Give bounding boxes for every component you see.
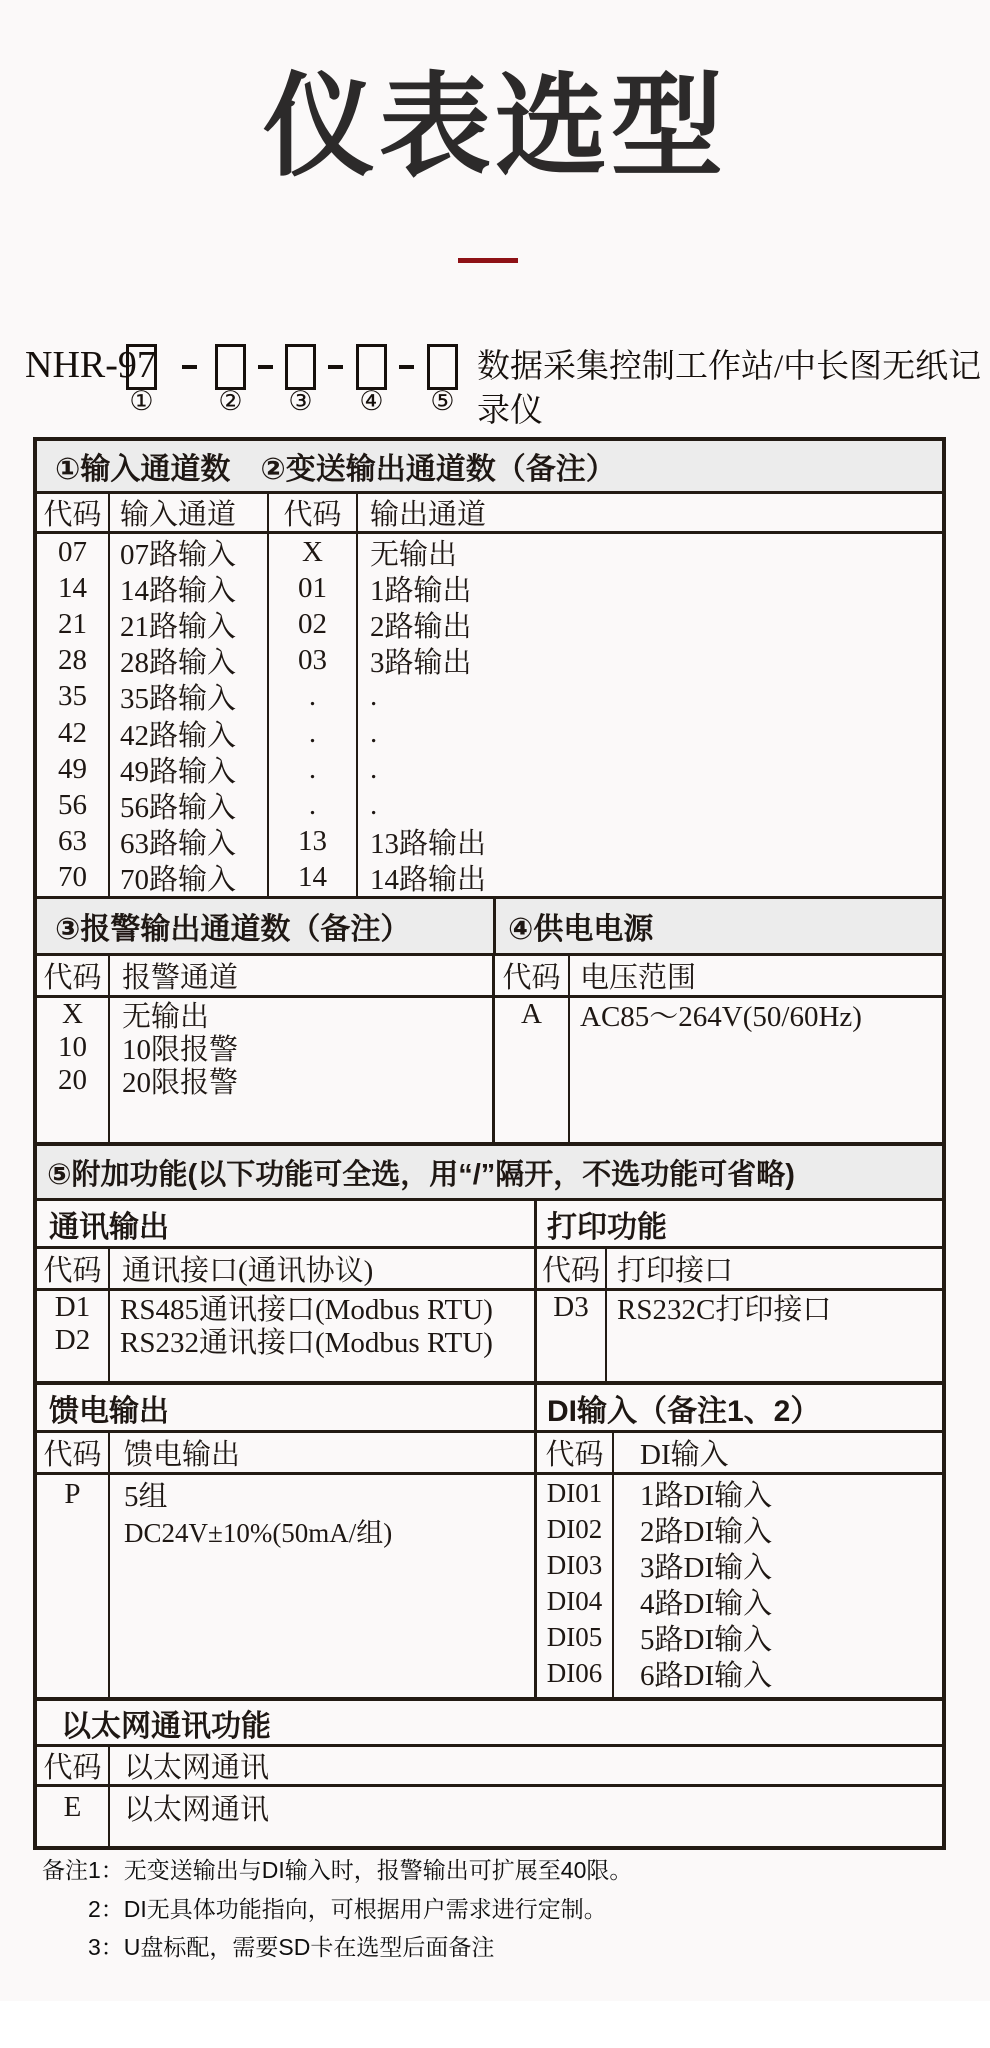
table-cell: 5路DI输入 <box>640 1623 773 1656</box>
bottom-whitespace <box>0 2001 990 2048</box>
di-label-column <box>614 1475 942 1697</box>
comm-label-column <box>110 1291 537 1381</box>
table-cell: D2 <box>54 1324 91 1356</box>
table-cell: DC24V±10%(50mA/组) <box>124 1517 393 1548</box>
table-cell: 21路输入 <box>120 610 237 643</box>
print-label-column <box>607 1291 942 1381</box>
table-cell: 4路DI输入 <box>640 1587 773 1620</box>
model-box-2 <box>215 344 246 390</box>
col-header: 馈电输出 <box>110 1433 537 1472</box>
comm-print-titles <box>37 1201 942 1249</box>
col-header: 代码 <box>537 1433 614 1472</box>
table-cell: 49路输入 <box>120 755 237 788</box>
print-code-column <box>537 1291 607 1381</box>
page-title: 仪表选型 <box>263 64 727 189</box>
table-cell: 14路输入 <box>120 574 237 607</box>
print-title: 打印功能 <box>547 1210 667 1244</box>
model-prefix: NHR-97 <box>25 344 156 386</box>
table-cell: 1路DI输入 <box>640 1479 773 1512</box>
model-box-3 <box>285 344 316 390</box>
comm-title: 通讯输出 <box>37 1201 537 1246</box>
col-header: 通讯接口(通讯协议) <box>110 1249 537 1288</box>
alarm-power-column-headers <box>37 956 942 998</box>
table-cell: 42 <box>58 716 87 749</box>
table-cell: 5组 <box>124 1480 168 1513</box>
table-cell: 42路输入 <box>120 719 237 752</box>
section-header-extra: ⑤附加功能(以下功能可全选，用“/”隔开，不选功能可省略) <box>37 1146 942 1201</box>
table-cell: . <box>370 788 378 821</box>
table-cell: 56路输入 <box>120 791 237 824</box>
table-cell: 63路输入 <box>120 828 237 861</box>
table-cell: 63 <box>58 825 87 858</box>
col-header: 电压范围 <box>580 962 697 994</box>
dash-separator <box>258 365 273 369</box>
table-cell: 1路输出 <box>370 574 472 607</box>
table-cell: 03 <box>298 644 327 677</box>
model-box-1 <box>126 344 157 390</box>
feed-di-column-headers <box>37 1433 942 1475</box>
table-cell: D3 <box>553 1291 589 1323</box>
col-header: 报警通道 <box>110 956 495 995</box>
table-cell: . <box>370 680 378 713</box>
table-cell: DI04 <box>546 1585 603 1616</box>
table-cell: D1 <box>54 1291 91 1323</box>
table-cell: . <box>308 752 317 785</box>
alarm-power-body <box>37 998 942 1146</box>
col-header: 代码 <box>495 956 570 995</box>
table-cell: . <box>370 716 378 749</box>
ethernet-body <box>37 1787 942 1846</box>
table-cell: AC85～264V(50/60Hz) <box>580 1001 862 1033</box>
comm-print-column-headers <box>37 1249 942 1291</box>
table-cell: 02 <box>298 607 327 640</box>
table-cell: 70路输入 <box>120 864 237 897</box>
table-cell: 14 <box>58 571 87 604</box>
model-box-4 <box>356 344 387 390</box>
alarm-code-column <box>37 998 110 1142</box>
table-cell: 2路输出 <box>370 610 472 643</box>
col-header: 代码 <box>37 494 110 531</box>
dash-separator <box>328 365 343 369</box>
table-cell: 07路输入 <box>120 538 237 571</box>
table-cell: RS485通讯接口(Modbus RTU) <box>120 1294 493 1326</box>
table-cell: DI05 <box>546 1621 603 1652</box>
feed-code-column <box>37 1475 110 1697</box>
table-cell: X <box>302 535 323 568</box>
table-cell: 6路DI输入 <box>640 1659 773 1692</box>
io-column-headers <box>37 494 942 534</box>
power-code-column <box>495 998 570 1142</box>
di-code-column <box>537 1475 614 1697</box>
table-cell: DI01 <box>546 1477 603 1508</box>
feed-label-column <box>110 1475 537 1697</box>
footnote-2: 2：DI无具体功能指向，可根据用户需求进行定制。 <box>88 1896 607 1922</box>
table-cell: 3路输出 <box>370 647 472 680</box>
col-header: 以太网通讯 <box>124 1752 270 1784</box>
table-cell: 07 <box>58 535 87 568</box>
alarm-label-column <box>110 998 495 1142</box>
table-cell: DI02 <box>546 1513 603 1544</box>
section-header-io: ①输入通道数 ②变送输出通道数（备注） <box>37 441 942 494</box>
table-cell: 无输出 <box>122 1001 210 1033</box>
input-code-column <box>37 534 110 896</box>
table-cell: 无输出 <box>370 538 458 571</box>
table-cell: P <box>64 1477 81 1510</box>
table-cell: 14路输出 <box>370 864 487 897</box>
title-underline <box>458 258 518 263</box>
table-cell: 10限报警 <box>122 1034 239 1066</box>
section-header-alarm-power <box>37 899 942 956</box>
col-header: 代码 <box>37 1747 110 1784</box>
footnote-3: 3：U盘标配，需要SD卡在选型后面备注 <box>88 1934 495 1960</box>
selection-table <box>33 437 946 1850</box>
table-cell: RS232C打印接口 <box>617 1294 832 1326</box>
table-cell: . <box>370 752 378 785</box>
table-cell: DI06 <box>546 1657 603 1688</box>
col-header: 代码 <box>537 1249 607 1288</box>
table-cell: 20限报警 <box>122 1067 239 1099</box>
io-body <box>37 534 942 899</box>
footnote-1: 备注1：无变送输出与DI输入时，报警输出可扩展至40限。 <box>42 1857 633 1883</box>
feed-di-titles <box>37 1385 942 1433</box>
table-cell: 28路输入 <box>120 647 237 680</box>
section-header-power: ④供电电源 <box>496 899 942 956</box>
input-label-column <box>110 534 269 896</box>
power-label-column <box>570 998 942 1142</box>
table-cell: 01 <box>298 571 327 604</box>
col-header: 代码 <box>37 956 110 995</box>
table-cell: 以太网通讯 <box>124 1793 270 1826</box>
table-cell: 35路输入 <box>120 683 237 716</box>
position-number-1: ① <box>129 386 154 416</box>
position-number-4: ④ <box>359 386 384 416</box>
table-cell: E <box>63 1790 82 1823</box>
col-header: DI输入 <box>640 1439 729 1471</box>
table-cell: 20 <box>58 1064 87 1096</box>
table-cell: 13路输出 <box>370 828 487 861</box>
position-number-5: ⑤ <box>430 386 455 416</box>
table-cell: RS232通讯接口(Modbus RTU) <box>120 1327 493 1359</box>
table-cell: 3路DI输入 <box>640 1551 773 1584</box>
position-number-2: ② <box>218 386 243 416</box>
col-header: 输入通道 <box>110 494 269 531</box>
table-cell: . <box>308 716 317 749</box>
col-header: 打印接口 <box>617 1255 734 1287</box>
dash-separator <box>182 365 197 369</box>
table-cell: X <box>62 998 83 1030</box>
ethernet-column-headers <box>37 1747 942 1787</box>
output-code-column <box>269 534 358 896</box>
di-title: DI输入（备注1、2） <box>547 1394 821 1428</box>
table-cell: 14 <box>298 861 327 894</box>
output-label-column <box>358 534 942 896</box>
feed-di-body <box>37 1475 942 1701</box>
table-cell: 70 <box>58 861 87 894</box>
table-cell: 49 <box>58 752 87 785</box>
table-cell: 13 <box>298 825 327 858</box>
col-header: 代码 <box>37 1249 110 1288</box>
table-cell: 35 <box>58 680 87 713</box>
table-cell: . <box>308 680 317 713</box>
section-header-alarm: ③报警输出通道数（备注） <box>37 899 496 956</box>
col-header: 输出通道 <box>370 499 487 531</box>
comm-print-body <box>37 1291 942 1385</box>
table-cell: 21 <box>58 607 87 640</box>
feed-title: 馈电输出 <box>37 1385 537 1430</box>
col-header: 代码 <box>269 494 358 531</box>
ethernet-code-column <box>37 1787 110 1846</box>
position-number-3: ③ <box>288 386 313 416</box>
comm-code-column <box>37 1291 110 1381</box>
ethernet-label-column <box>110 1787 942 1846</box>
table-cell: 2路DI输入 <box>640 1515 773 1548</box>
model-box-5 <box>427 344 458 390</box>
table-cell: A <box>521 998 542 1030</box>
dash-separator <box>399 365 414 369</box>
ethernet-title: 以太网通讯功能 <box>37 1701 942 1747</box>
table-cell: 28 <box>58 644 87 677</box>
table-cell: DI03 <box>546 1549 603 1580</box>
table-cell: 10 <box>58 1031 87 1063</box>
table-cell: 56 <box>58 788 87 821</box>
model-description: 数据采集控制工作站/中长图无纸记录仪 <box>477 349 982 429</box>
table-cell: . <box>308 788 317 821</box>
col-header: 代码 <box>37 1433 110 1472</box>
